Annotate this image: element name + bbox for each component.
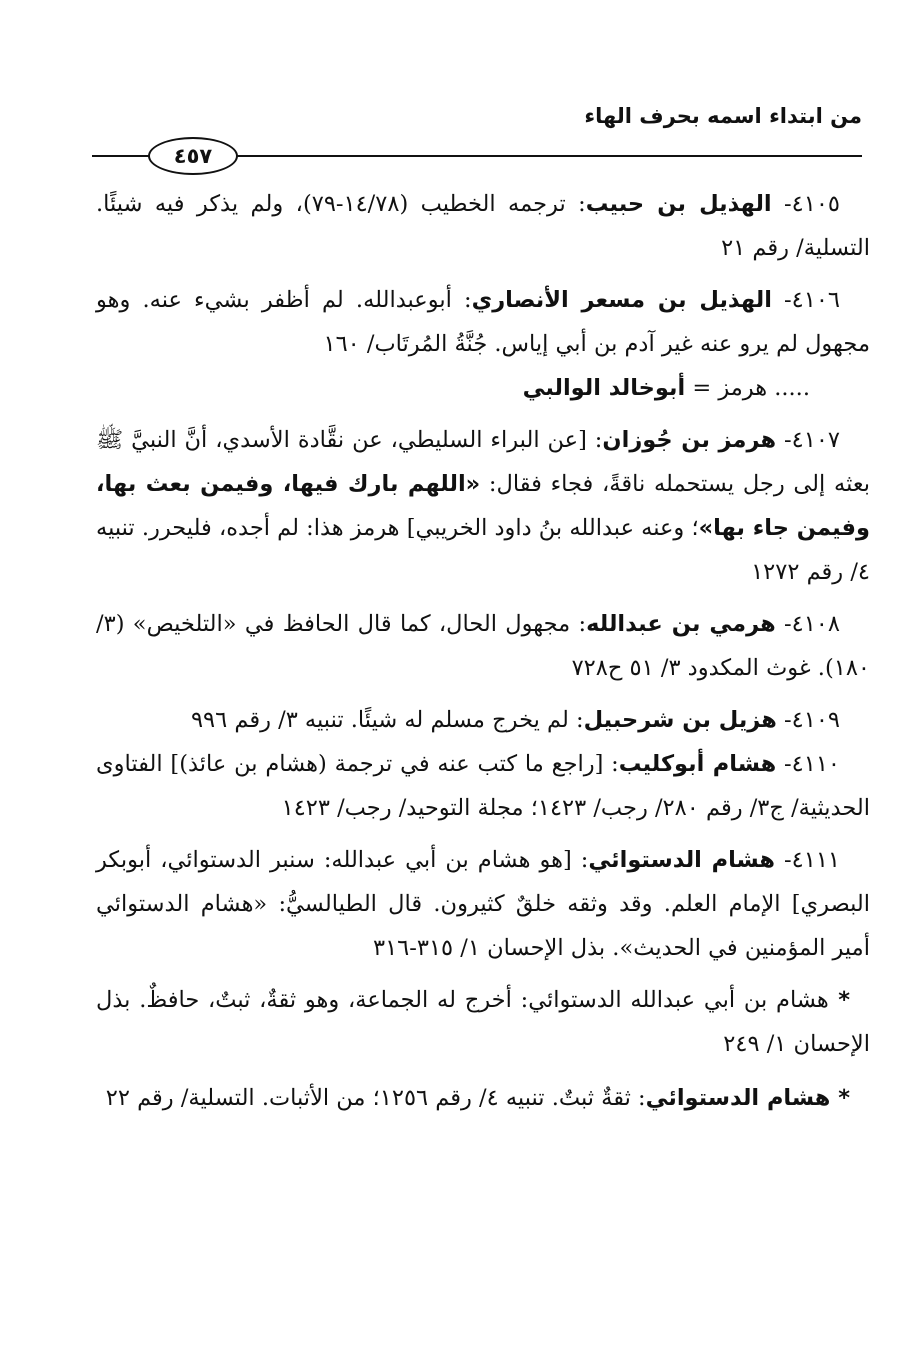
entry-number: ٤١٠٥- xyxy=(771,191,840,217)
entry-4108 xyxy=(96,602,870,690)
entry-name: هشام الدستوائي xyxy=(588,847,776,873)
asterisk-icon: * xyxy=(830,1085,850,1111)
entry-4110 xyxy=(96,742,870,830)
entry-text: : [هو هشام بن أبي عبدالله: سنبر الدستوائي، أبوبكر البصري] الإمام العلم. وقد وثقه خلقٌ كثيرون. قال الطيالسيُّ: «هشام الدستوائي أمير المؤمنين في الحديث». بذل الإحسان ١/ ٣١٥-٣١٦ xyxy=(96,847,870,961)
entry-number: ٤١١٠- xyxy=(776,751,840,777)
entry-4111 xyxy=(96,838,870,970)
entry-text: : ثقةٌ ثبتٌ. تنبيه ٤/ رقم ١٢٥٦؛ من الأثبات. التسلية/ رقم ٢٢ xyxy=(105,1085,646,1111)
cross-reference-prefix: ..... هرمز = xyxy=(685,375,810,401)
entry-text-continued: ؛ وعنه عبدالله بنُ داود الخريبي] هرمز هذا: لم أجده، فليحرر. تنبيه ٤/ رقم ١٢٧٢ xyxy=(96,515,870,585)
entry-text: : ترجمه الخطيب (١٤/٧٨-٧٩)، ولم يذكر فيه شيئًا. التسلية/ رقم ٢١ xyxy=(96,191,870,261)
cross-reference xyxy=(96,366,870,410)
entry-4106 xyxy=(96,278,870,366)
entry-name: هرمي بن عبدالله xyxy=(586,611,776,637)
star-entry-1 xyxy=(96,978,870,1066)
entry-name: الهذيل بن حبيب xyxy=(585,191,772,217)
entry-4105 xyxy=(96,182,870,270)
star-entry-2 xyxy=(96,1076,870,1120)
entry-number: ٤١١١- xyxy=(775,847,840,873)
asterisk-icon: * xyxy=(828,987,850,1013)
entry-number: ٤١٠٧- xyxy=(776,427,840,453)
cross-reference-name: أبوخالد الوالبي xyxy=(522,375,686,401)
entry-text: : مجهول الحال، كما قال الحافظ في «التلخيص» (٣/ ١٨٠). غوث المكدود ٣/ ٥١ ح٧٢٨ xyxy=(96,611,870,681)
entry-4107 xyxy=(96,418,870,594)
entry-text: : لم يخرج مسلم له شيئًا. تنبيه ٣/ رقم ٩٩٦ xyxy=(190,707,584,733)
entry-4109 xyxy=(96,698,870,742)
page-body xyxy=(96,182,870,1130)
entry-name: الهذيل بن مسعر الأنصاري xyxy=(471,287,772,313)
entry-name: هشام الدستوائي xyxy=(645,1085,831,1111)
entry-number: ٤١٠٨- xyxy=(775,611,840,637)
entry-name: هشام أبوكليب xyxy=(618,751,777,777)
running-header-title: من ابتداء اسمه بحرف الهاء xyxy=(584,104,862,128)
entry-text: : أبوعبدالله. لم أظفر بشيء عنه. وهو مجهول لم يرو عنه غير آدم بن أبي إياس. جُنَّةُ المُرتَاب/ ١٦٠ xyxy=(96,287,870,357)
entry-text: : [راجع ما كتب عنه في ترجمة (هشام بن عائذ)] الفتاوى الحديثية/ ج٣/ رقم ٢٨٠/ رجب/ ١٤٢٣؛ مجلة التوحيد/ رجب/ ١٤٢٣ xyxy=(96,751,870,821)
entry-text: : [عن البراء السليطي، عن نقَّادة الأسدي، أنَّ النبيَّ ﷺ بعثه إلى رجل يستحمله ناقةً، فجاء فقال: xyxy=(96,427,870,497)
entry-number: ٤١٠٦- xyxy=(771,287,840,313)
entry-number: ٤١٠٩- xyxy=(776,707,840,733)
entry-text: هشام بن أبي عبدالله الدستوائي: أخرج له الجماعة، وهو ثقةٌ، ثبتٌ، حافظٌ. بذل الإحسان ١/ ٢٤٩ xyxy=(96,987,870,1057)
entry-name: هزيل بن شرحبيل xyxy=(583,707,777,733)
entry-name: هرمز بن جُوزان xyxy=(602,427,777,453)
page-number: ٤٥٧ xyxy=(148,137,238,175)
entry-quote: «اللهم بارك فيها، وفيمن بعث بها، وفيمن جاء بها» xyxy=(96,471,870,541)
